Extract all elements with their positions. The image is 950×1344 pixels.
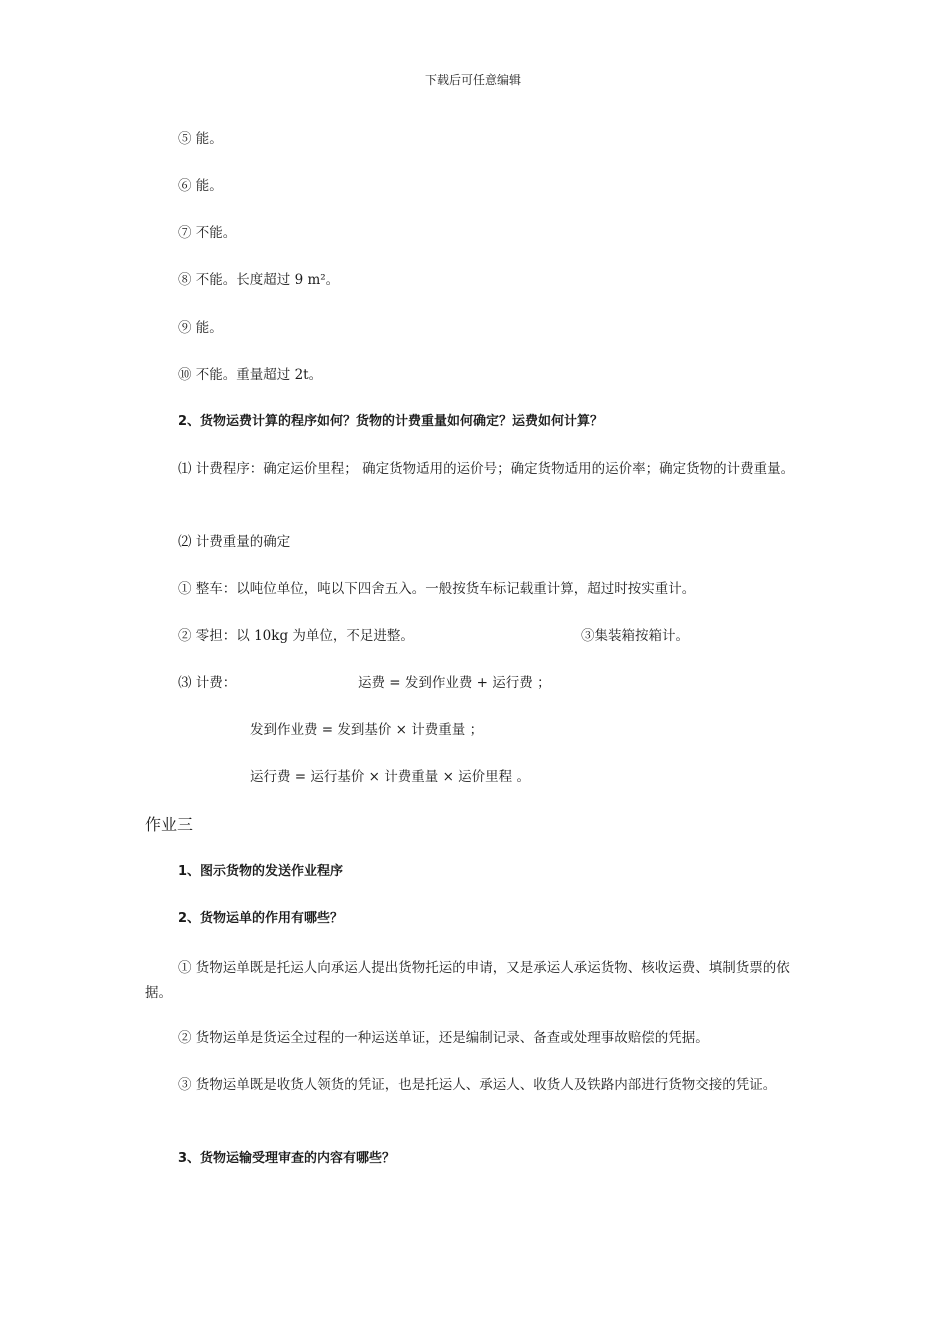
answer-item: ⑤ 能。 [178,131,223,147]
formula: 运费 = 发到作业费 + 运行费 ； [358,675,551,691]
paragraph: ① 货物运单既是托运人向承运人提出货物托运的申请，又是承运人承运货物、核收运费、填制货票的依据。 [145,960,790,1001]
paragraph: ① 整车：以吨位单位，吨以下四舍五入。一般按货车标记载重计算，超过时按实重计。 [178,581,696,597]
answer-item: ⑥ 能。 [178,178,223,194]
paragraph: ② 货物运单是货运全过程的一种运送单证，还是编制记录、备查或处理事故赔偿的凭据。 [178,1030,709,1046]
answer-item: ⑨ 能。 [178,320,223,336]
answer-item: ⑧ 不能。长度超过 9 m²。 [178,272,340,288]
question-heading: 1、图示货物的发送作业程序 [178,864,344,879]
paragraph: ⑴ 计费程序：确定运价里程； 确定货物适用的运价号；确定货物适用的运价率；确定货物的计费重量。 [178,461,795,477]
answer-item: ⑩ 不能。重量超过 2t。 [178,367,323,383]
formula-label: ⑶ 计费： [178,675,237,691]
paragraph: ③集装箱按箱计。 [581,628,689,644]
question-heading: 3、货物运输受理审查的内容有哪些？ [178,1151,396,1166]
paragraph: ③ 货物运单既是收货人领货的凭证，也是托运人、承运人、收货人及铁路内部进行货物交接的凭证。 [178,1077,777,1093]
formula: 发到作业费 = 发到基价 × 计费重量 ； [250,722,484,738]
question-heading: 2、货物运单的作用有哪些？ [178,911,344,926]
page-header: 下载后可任意编辑 [425,73,522,87]
answer-item: ⑦ 不能。 [178,225,237,241]
paragraph: ⑵ 计费重量的确定 [178,534,291,550]
section-title: 作业三 [145,815,194,834]
question-heading: 2、货物运费计算的程序如何？货物的计费重量如何确定？运费如何计算？ [178,414,604,429]
formula: 运行费 = 运行基价 × 计费重量 × 运价里程 。 [250,769,530,785]
paragraph: ② 零担：以 10kg 为单位，不足进整。 [178,628,414,644]
